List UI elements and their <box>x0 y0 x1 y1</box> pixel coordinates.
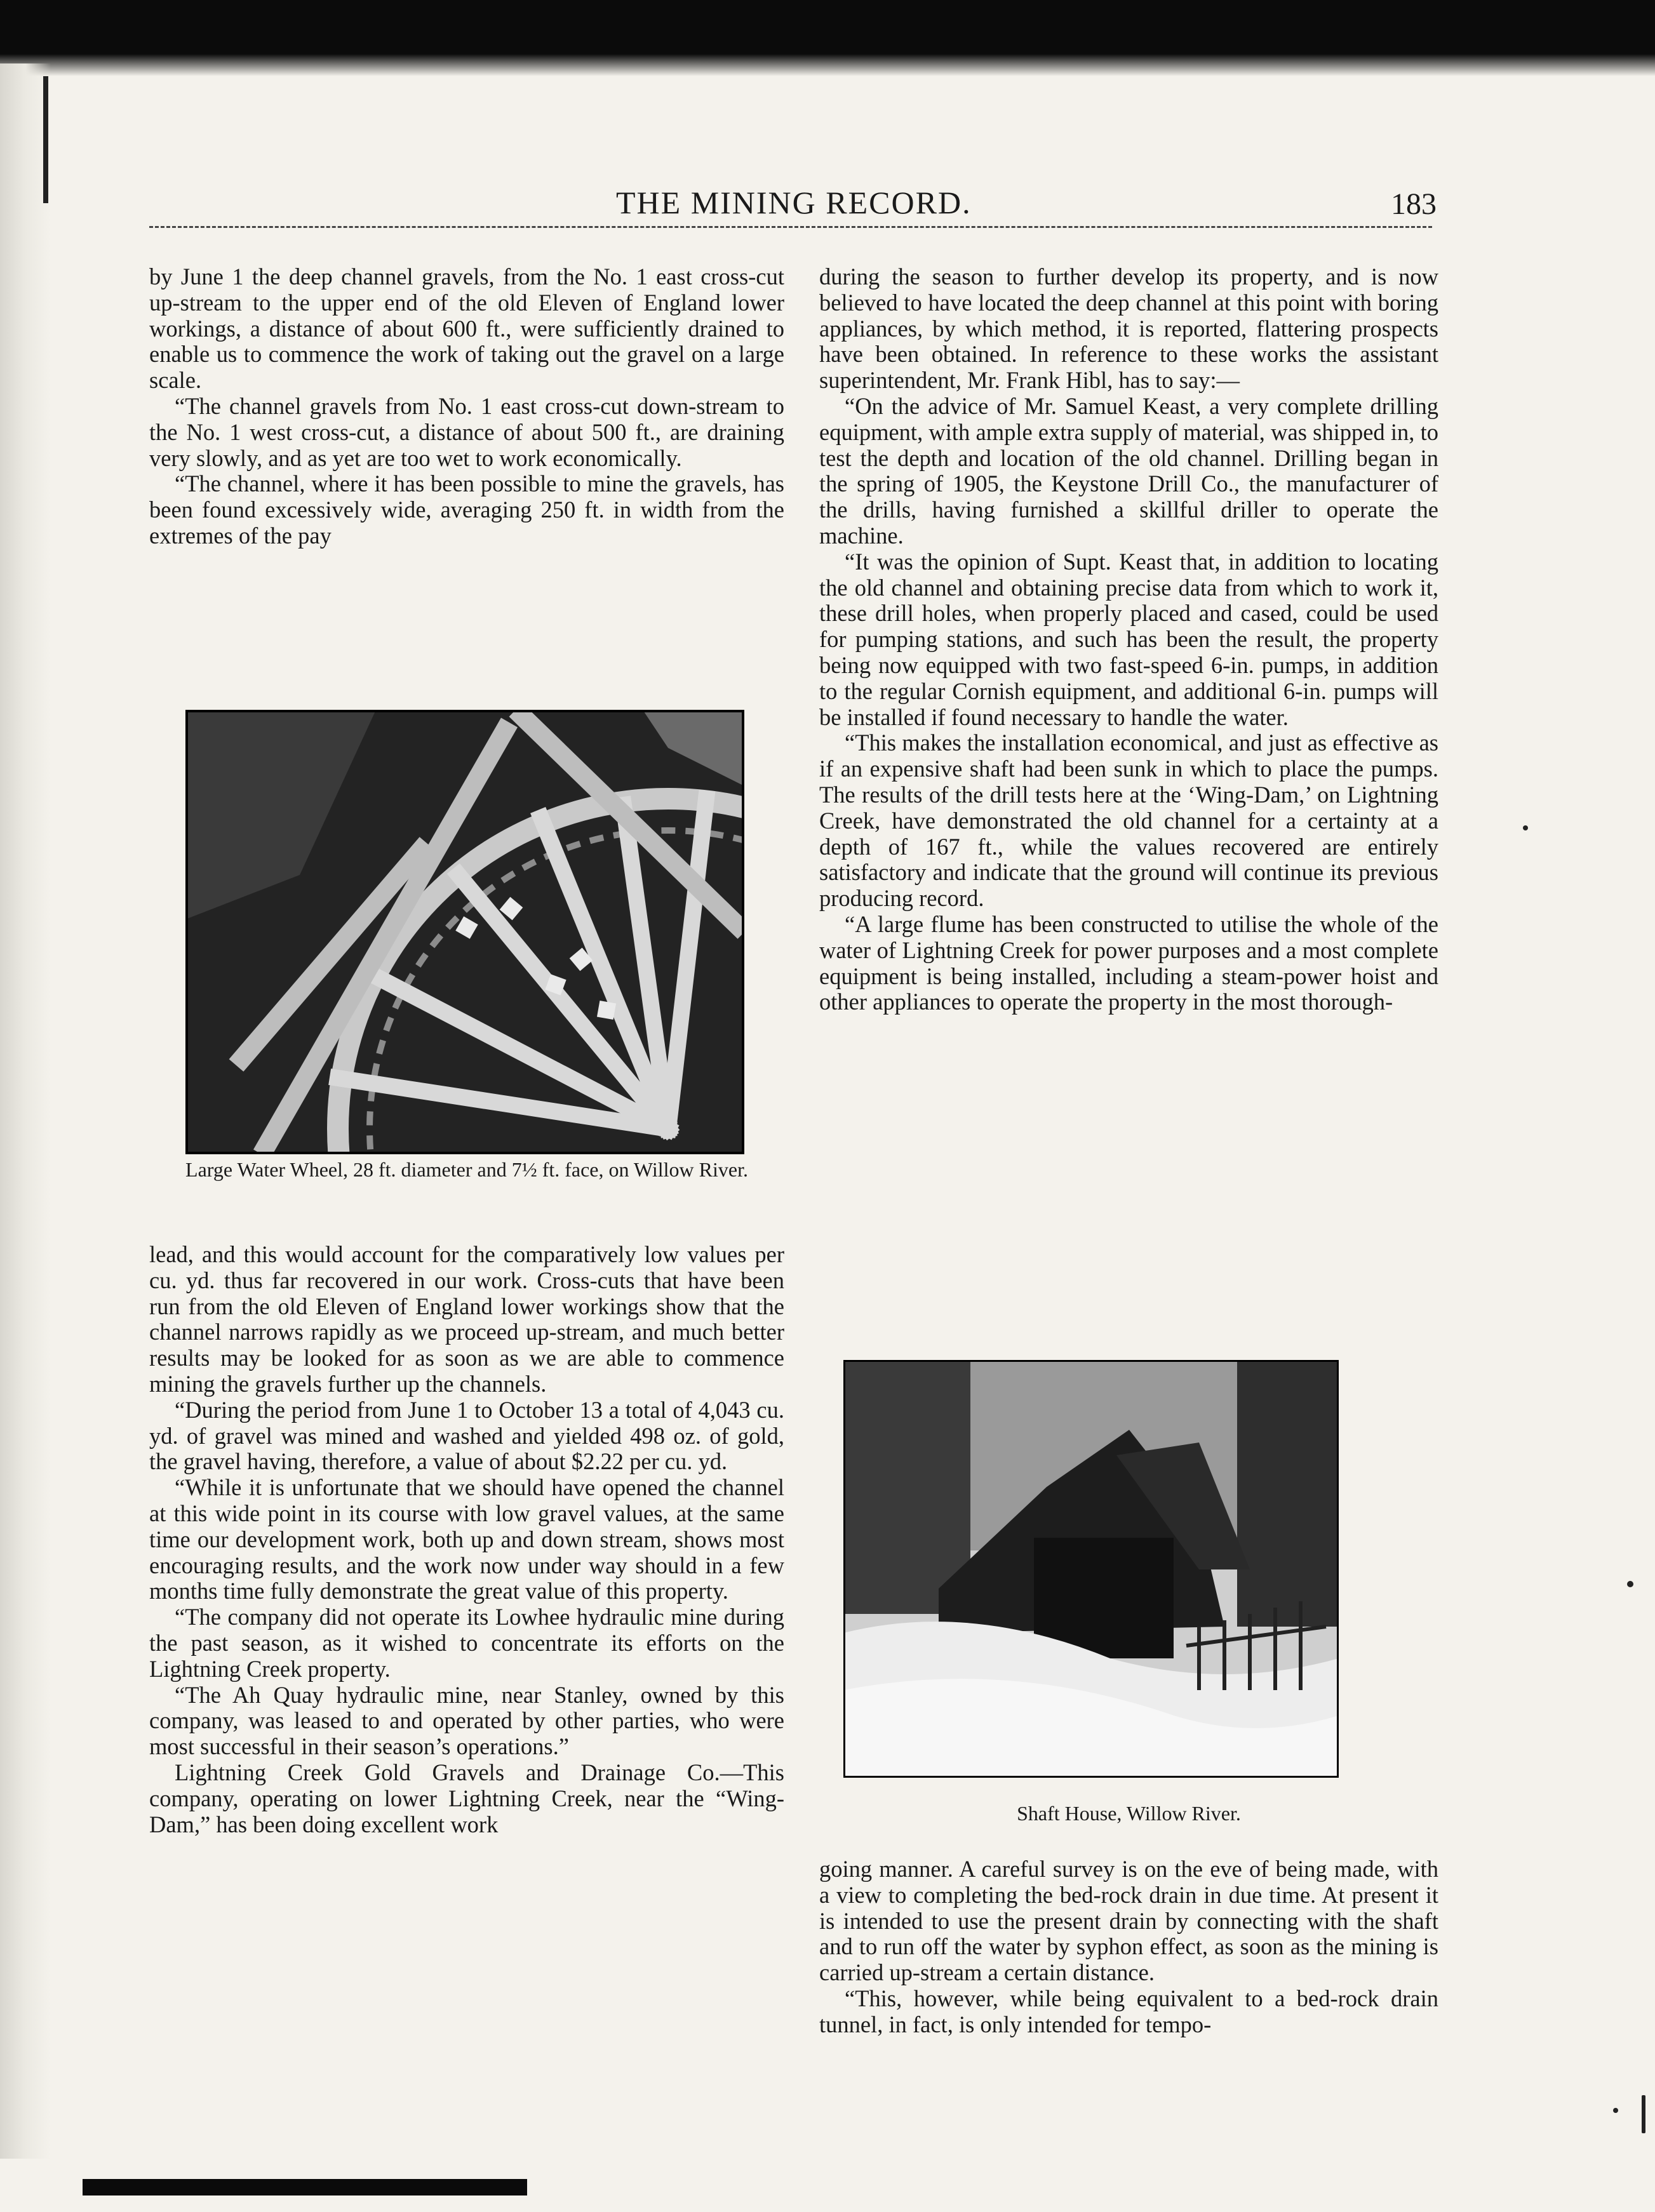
paragraph: “A large flume has been constructed to utilise the whole of the water of Lightning Creek for power purposes and a most complete equipment is being installed, including a steam-power hoist and other appliances to operate the property in the most thorough- <box>819 910 1438 1015</box>
paragraph: “It was the opinion of Supt. Keast that, in addition to locating the old channel and obtaining precise data from which to work it, these drill holes, when properly placed and cased, could be used for pumping stations, and such has been the result, the property being now equipped with two fast-speed 6-in. pumps, in addition to the regular Cornish equipment, and additional 6-in. pumps will be installed if found necessary to handle the water. <box>819 548 1438 730</box>
water-wheel-illustration <box>185 710 744 1154</box>
paragraph: going manner. A careful survey is on the eve of being made, with a view to completing the bed-rock drain in due time. At present it is intended to use the present drain by connecting with the shaft and to run off the water by syphon effect, as soon as the mining is carried up-stream a certain distance. <box>819 1856 1438 1986</box>
scan-bottom-mark <box>83 2179 527 2195</box>
scan-speck <box>1642 2095 1645 2133</box>
page-number: 183 <box>1391 187 1437 221</box>
paragraph: “The company did not operate its Lowhee hydraulic mine during the past season, as it wished to concentrate its efforts on the Lightning Creek property. <box>149 1604 784 1682</box>
left-column-top <box>149 264 784 549</box>
paragraph: “The channel, where it has been possible to mine the gravels, has been found excessively wide, averaging 250 ft. in width from the extremes of the pay <box>149 470 784 549</box>
page-header <box>0 184 1655 229</box>
scan-left-shadow <box>0 63 51 2159</box>
paragraph: “During the period from June 1 to October 13 a total of 4,043 cu. yd. of gravel was mined and washed and yielded 498 oz. of gold, the gravel having, therefore, a value of about $2.22 per cu. yd. <box>149 1396 784 1475</box>
water-wheel-caption: Large Water Wheel, 28 ft. diameter and 7½ ft. face, on Willow River. <box>185 1158 748 1181</box>
paragraph: “On the advice of Mr. Samuel Keast, a very complete drilling equipment, with ample extra supply of material, was shipped in, to test the depth and location of the old channel. Drilling began in the spring of 1905, the Keystone Drill Co., the manufacturer of the drills, having furnished a skillful driller to operate the machine. <box>819 392 1438 549</box>
scan-top-shadow <box>0 44 1655 76</box>
scan-speck <box>1627 1581 1633 1587</box>
left-column-bottom <box>149 1242 784 1837</box>
scan-speck <box>1523 825 1528 830</box>
paragraph: Lightning Creek Gold Gravels and Drainage Co.—This company, operating on lower Lightning Creek, near the “Wing-Dam,” has been doing excellent work <box>149 1759 784 1837</box>
header-rule <box>149 226 1432 228</box>
scan-top-border <box>0 0 1655 44</box>
shaft-house-caption: Shaft House, Willow River. <box>1017 1802 1241 1825</box>
scan-speck <box>1613 2108 1618 2113</box>
paragraph: by June 1 the deep channel gravels, from the No. 1 east cross-cut up-stream to the upper end of the old Eleven of England lower workings, a distance of about 600 ft., were sufficiently drained to enable us to commence the work of taking out the gravel on a large scale. <box>149 263 784 394</box>
paragraph: “The channel gravels from No. 1 east cross-cut down-stream to the No. 1 west cross-cut, a distance of about 500 ft., are draining very slowly, and as yet are too wet to work economically. <box>149 392 784 471</box>
running-title: THE MINING RECORD. <box>616 185 972 220</box>
right-column-bottom <box>819 1856 1438 2038</box>
paragraph: “This, however, while being equivalent to a bed-rock drain tunnel, in fact, is only intended for tempo- <box>819 1985 1438 2037</box>
paragraph: lead, and this would account for the comparatively low values per cu. yd. thus far recovered in our work. Cross-cuts that have been run from the old Eleven of England lower workings show that the channel narrows rapidly as we proceed up-stream, and much better results may be looked for as soon as we are able to commence mining the gravels further up the channels. <box>149 1241 784 1397</box>
paragraph: during the season to further develop its property, and is now believed to have located the deep channel at this point with boring appliances, by which method, it is reported, flattering prospects have been obtained. In reference to these works the assistant superintendent, Mr. Frank Hibl, has to say:— <box>819 263 1438 394</box>
water-wheel-photo <box>185 710 744 1154</box>
paragraph: “The Ah Quay hydraulic mine, near Stanley, owned by this company, was leased to and operated by other parties, who were most successful in their season’s operations.” <box>149 1681 784 1760</box>
shaft-house-photo <box>843 1360 1339 1778</box>
right-column-top <box>819 264 1438 1015</box>
shaft-house-illustration <box>843 1360 1339 1778</box>
paragraph: “While it is unfortunate that we should have opened the channel at this wide point in its course with low gravel values, at the same time our development work, both up and down stream, shows most encouraging results, and the work now under way should in a few months time fully demonstrate the great value of this property. <box>149 1474 784 1604</box>
paragraph: “This makes the installation economical, and just as effective as if an expensive shaft had been sunk in which to place the pumps. The results of the drill tests here at the ‘Wing-Dam,’ on Lightning Creek, have demonstrated the old channel for a certainty at a depth of 167 ft., while the values recovered are entirely satisfactory and indicate that the ground will continue its previous producing record. <box>819 730 1438 912</box>
